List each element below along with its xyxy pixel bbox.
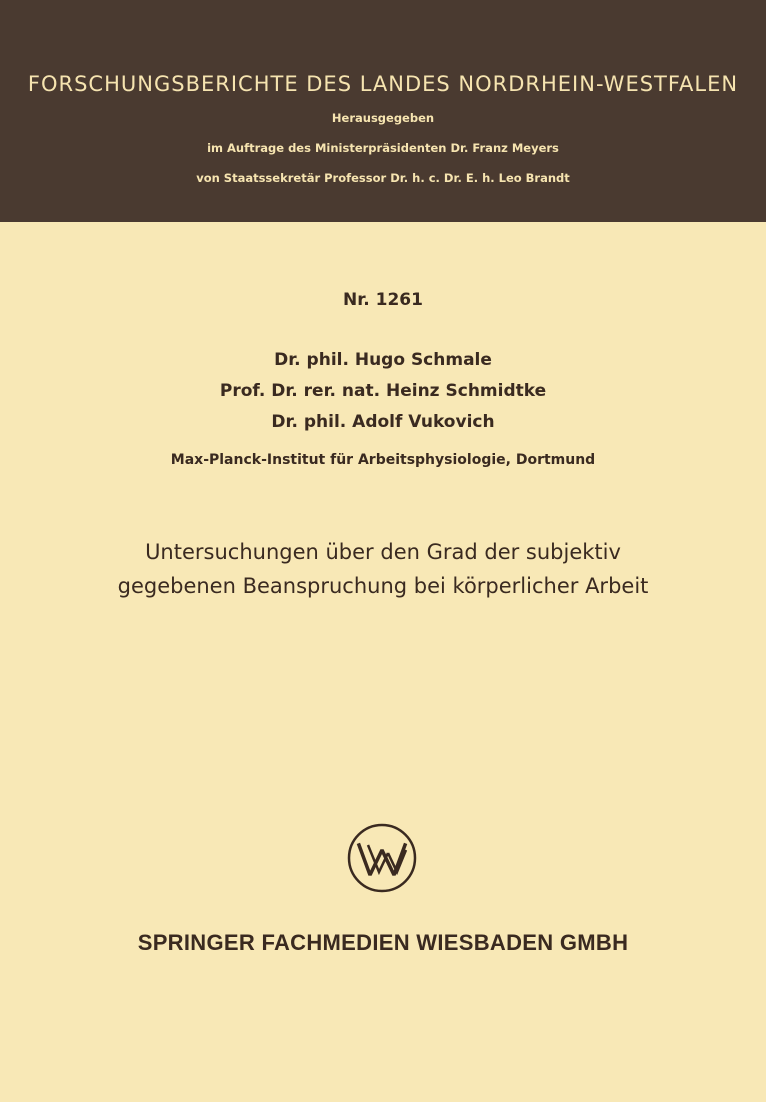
editor-line-2: im Auftrage des Ministerpräsidenten Dr. Franz Meyers [207, 141, 559, 155]
series-header-band [0, 0, 766, 222]
book-title-line-1: Untersuchungen über den Grad der subjektiv [145, 540, 621, 564]
publisher-name: SPRINGER FACHMEDIEN WIESBADEN GMBH [137, 930, 629, 955]
institute: Max-Planck-Institut für Arbeitsphysiologie, Dortmund [170, 452, 596, 468]
editor-line-1: Herausgegeben [331, 111, 435, 125]
report-number: Nr. 1261 [343, 290, 423, 310]
author-3: Dr. phil. Adolf Vukovich [271, 412, 495, 432]
author-2: Prof. Dr. rer. nat. Heinz Schmidtke [219, 381, 547, 401]
editor-line-3: von Staatssekretär Professor Dr. h. c. Dr. E. h. Leo Brandt [196, 171, 570, 185]
book-title-line-2: gegebenen Beanspruchung bei körperlicher Arbeit [117, 574, 649, 598]
ww-publisher-logo-icon [346, 822, 418, 894]
series-title: FORSCHUNGSBERICHTE DES LANDES NORDRHEIN-WESTFALEN [27, 72, 739, 96]
author-1: Dr. phil. Hugo Schmale [274, 350, 492, 370]
